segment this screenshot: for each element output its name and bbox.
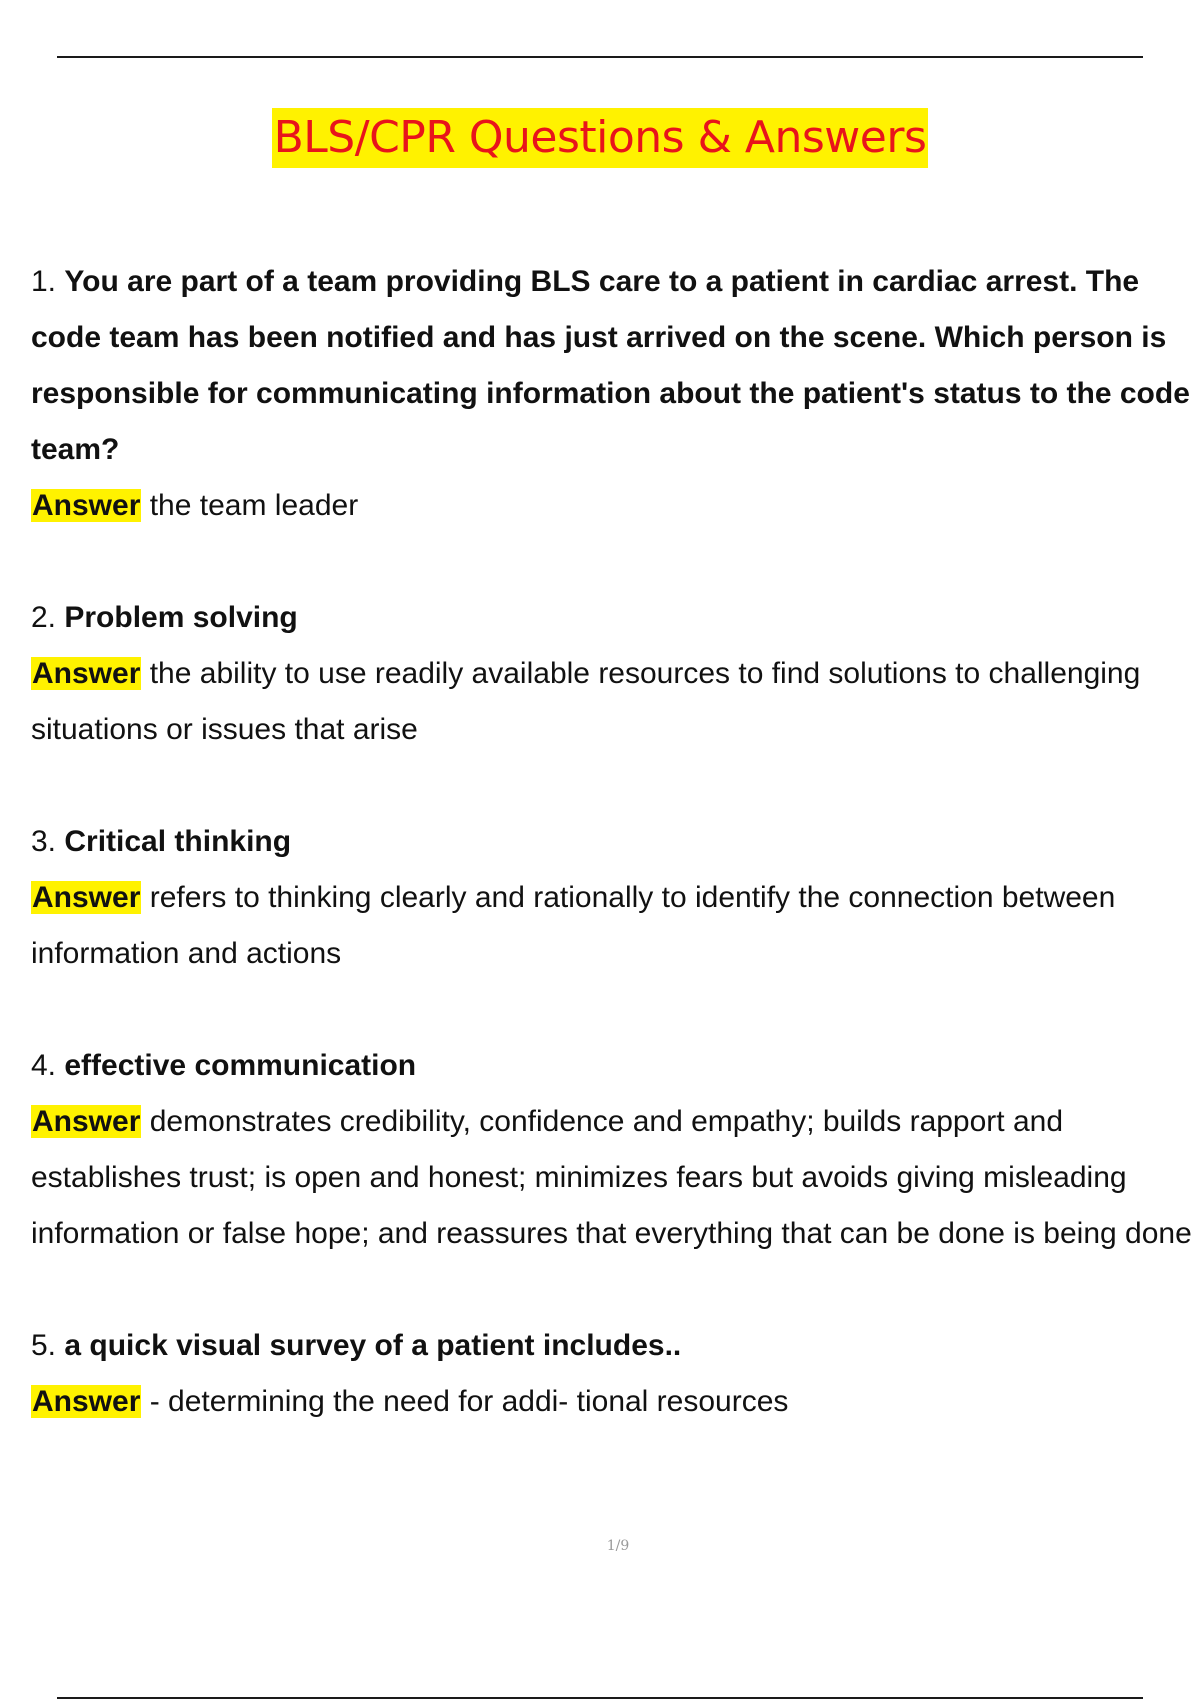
answer-label: Answer [32,657,141,690]
question-text: effective communication [64,1049,417,1082]
answer-text: the team leader [149,489,359,522]
page-indicator: 1/9 [606,1538,630,1554]
question-line [31,590,1200,646]
top-divider [57,56,1143,58]
question-text: a quick visual survey of a patient includes.. [64,1329,682,1362]
qa-item-5 [31,1318,1200,1430]
answer-text: - determining the need for addi- tional resources [149,1385,789,1418]
question-number: 1. [31,265,57,298]
answer-line [31,1094,1200,1262]
qa-item-1 [31,254,1200,534]
qa-item-3 [31,814,1200,982]
answer-label: Answer [32,1105,141,1138]
bottom-divider [57,1697,1143,1699]
answer-line [31,1374,1200,1430]
question-line [31,1038,1200,1094]
answer-label: Answer [32,881,141,914]
answer-line [31,646,1200,758]
title-container [0,108,1200,168]
question-number: 2. [31,601,57,634]
answer-label: Answer [32,489,141,522]
page-title: BLS/CPR Questions & Answers [272,108,929,168]
question-text: Critical thinking [64,825,292,858]
qa-item-2 [31,590,1200,758]
question-line [31,814,1200,870]
question-line [31,1318,1200,1374]
question-text: You are part of a team providing BLS care to a patient in cardiac arrest. The code team has been notified and has just arrived on the scene. Which person is responsible for communicating information about the patient's status to the code team? [31,265,1190,466]
answer-line [31,478,1200,534]
question-number: 3. [31,825,57,858]
question-number: 5. [31,1329,57,1362]
qa-item-4 [31,1038,1200,1262]
answer-text: the ability to use readily available resources to find solutions to challenging situations or issues that arise [31,657,1141,746]
answer-text: refers to thinking clearly and rationally to identify the connection between information and actions [31,881,1116,970]
question-text: Problem solving [64,601,298,634]
question-number: 4. [31,1049,57,1082]
qa-list [31,254,1200,1430]
answer-line [31,870,1200,982]
question-line [31,254,1200,478]
answer-text: demonstrates credibility, confidence and empathy; builds rapport and establishes trust; is open and honest; minimizes fears but avoids giving misleading information or false hope; and reassures that everything that can be done is being done [31,1105,1192,1250]
answer-label: Answer [32,1385,141,1418]
